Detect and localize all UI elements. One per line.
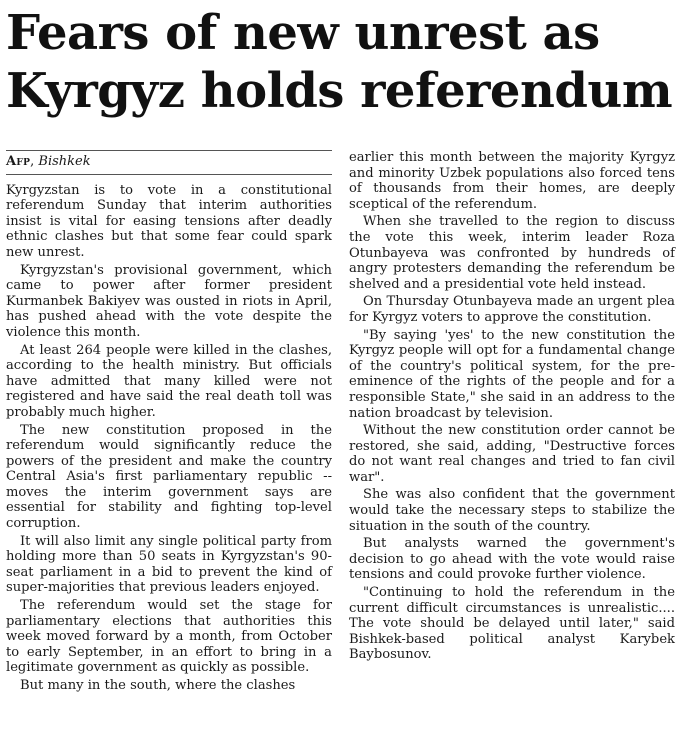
paragraph: Without the new constitution order cannot be restored, she said, adding, "Destructive forces do not want real changes and tried to fan civil war".: [349, 423, 675, 485]
paragraph: But analysts warned the government's decision to go ahead with the vote would raise tensions and could provoke further violence.: [349, 536, 675, 583]
byline-place: Bishkek: [38, 154, 91, 169]
paragraph: "By saying 'yes' to the new constitution the Kyrgyz people will opt for a fundamental change of the country's political system, for the pre-eminence of the rights of the people and for a responsible State," she said in an address to the nation broadcast by television.: [349, 327, 675, 421]
paragraph: The new constitution proposed in the referendum would significantly reduce the powers of the president and make the country Central Asia's first parliamentary republic -- moves the interim government says are essential for stability and fighting top-level corruption.: [6, 422, 332, 532]
paragraph: But many in the south, where the clashes: [20, 678, 296, 693]
paragraph: On Thursday Otunbayeva made an urgent plea for Kyrgyz voters to approve the constitution.: [349, 294, 675, 325]
paragraph: It will also limit any single political party from holding more than 50 seats in Kyrgyzstan's 90-seat parliament in a bid to prevent the kind of super-majorities that previous leaders enjoyed.: [6, 533, 332, 596]
article-column-left: [6, 150, 332, 696]
byline-agency: Afp: [6, 154, 31, 169]
headline: Fears of new unrest as Kyrgyz holds referendum: [6, 5, 673, 119]
paragraph: "Continuing to hold the referendum in the current difficult circumstances is unrealistic.... The vote should be delayed until later," said Bishkek-based political analyst Karybek Baybosunov.: [349, 585, 675, 663]
byline-separator: ,: [30, 154, 39, 169]
paragraph: At least 264 people were killed in the clashes, according to the health ministry. But officials have admitted that many killed were not registered and have said the real death toll was probably much higher.: [6, 342, 332, 420]
paragraph: Kyrgyzstan's provisional government, which came to power after former president Kurmanbek Bakiyev was ousted in riots in April, has pushed ahead with the vote despite the violence this month.: [6, 262, 332, 340]
paragraph: Kyrgyzstan is to vote in a constitutional referendum Sunday that interim authorities insist is vital for easing tensions after deadly ethnic clashes but that some fear could spark new unrest.: [6, 182, 332, 260]
paragraph: The referendum would set the stage for parliamentary elections that authorities this week moved forward by a month, from October to early September, in an effort to bring in a legitimate government as quickly as possible.: [6, 598, 332, 676]
byline: [6, 150, 332, 175]
paragraph: When she travelled to the region to discuss the vote this week, interim leader Roza Otunbayeva was confronted by hundreds of angry protesters demanding the referendum be shelved and a presidential vote held instead.: [349, 214, 675, 292]
paragraph: She was also confident that the government would take the necessary steps to stabilize the situation in the south of the country.: [349, 487, 675, 534]
paragraph: earlier this month between the majority Kyrgyz and minority Uzbek populations also forced tens of thousands from their homes, are deeply sceptical of the referendum.: [349, 150, 675, 212]
article-column-right: [349, 150, 675, 665]
